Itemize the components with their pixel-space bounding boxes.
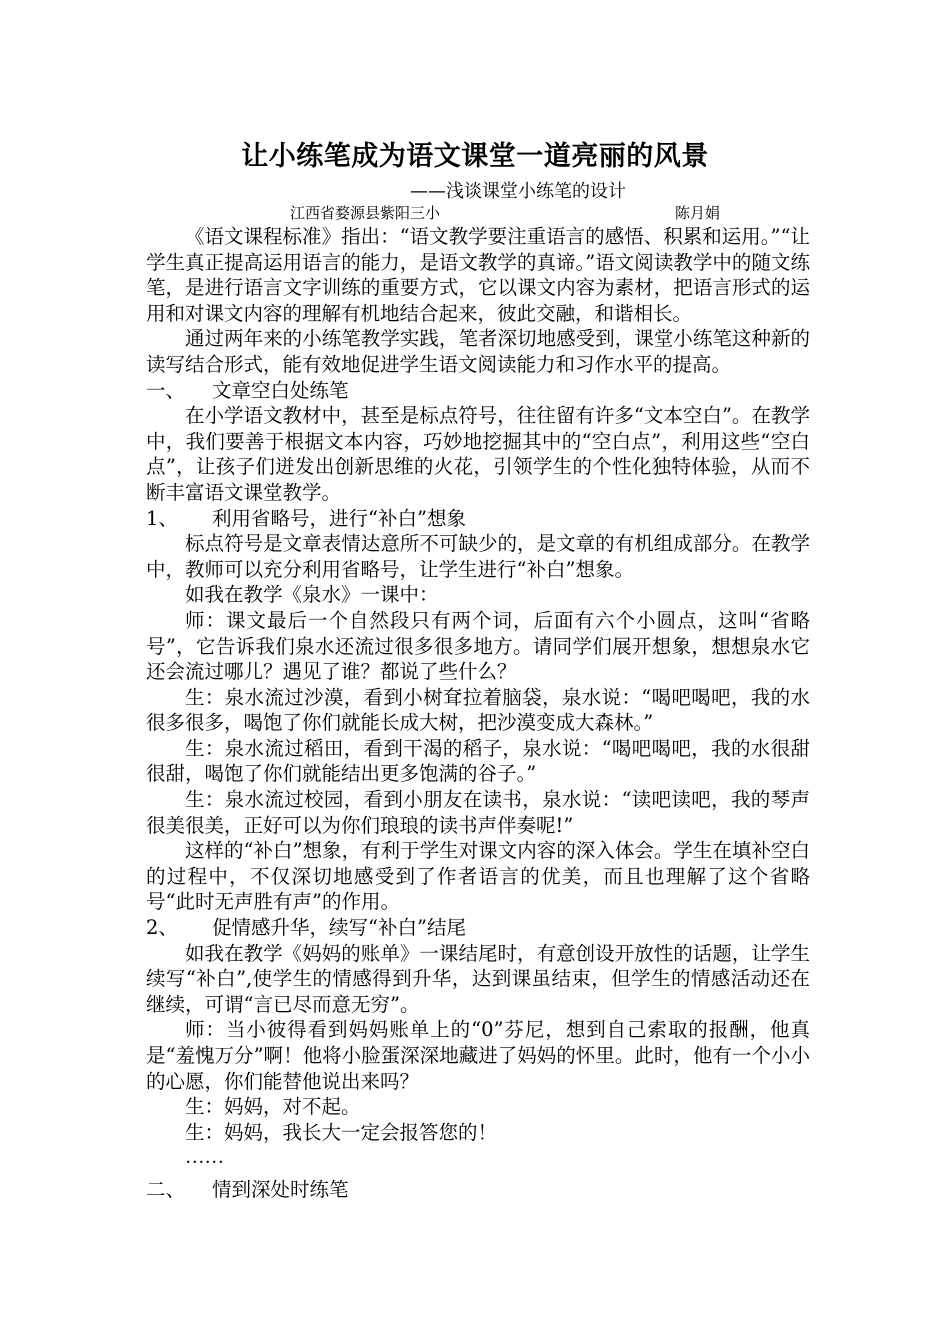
author-line [290,202,720,223]
ellipsis: …… [185,1147,224,1169]
page-subtitle: ——浅谈课堂小练笔的设计 [410,181,626,202]
paragraph: 《语文课程标准》指出：“语文教学要注重语言的感悟、积累和运用。”“让学生真正提高运用语言的能力，是语文教学的真谛。”语文阅读教学中的随文练笔，是进行语言文字训练的重要方式，它以课文内容为素材，把语言形式的运用和对课文内容的理解有机地结合起来，彼此交融，和谐相长。 [146,225,810,325]
section-number: 一、 [146,378,186,402]
subsection-heading [146,506,810,532]
paragraph: 生：妈妈，我长大一定会报答您的！ [185,1120,498,1144]
paragraph: 师：课文最后一个自然段只有两个词，后面有六个小圆点，这叫“省略号”，它告诉我们泉水还流过很多很多地方。请同学们展开想象，想想泉水它还会流过哪儿？遇见了谁？都说了些什么？ [146,608,810,684]
subsection-number: 1、 [146,506,178,530]
paragraph: 在小学语文教材中，甚至是标点符号，往往留有许多“文本空白”。在教学中，我们要善于根据文本内容，巧妙地挖掘其中的“空白点”，利用这些“空白点”，让孩子们迸发出创新思维的火花，引领学生的个性化独特体验，从而不断丰富语文课堂教学。 [146,404,810,504]
section-title: 情到深处时练笔 [212,1177,349,1201]
section-heading [146,1177,810,1203]
paragraph: 生：泉水流过沙漠，看到小树耷拉着脑袋，泉水说：“喝吧喝吧，我的水很多很多，喝饱了你们就能长成大树，把沙漠变成大森林。” [146,685,810,735]
paragraph: 通过两年来的小练笔教学实践，笔者深切地感受到，课堂小练笔这种新的读写结合形式，能有效地促进学生语文阅读能力和习作水平的提高。 [146,327,810,376]
section-title: 文章空白处练笔 [212,378,349,402]
paragraph: 生：妈妈，对不起。 [185,1095,361,1119]
paragraph: 生：泉水流过稻田，看到干渴的稻子，泉水说：“喝吧喝吧，我的水很甜很甜，喝饱了你们就能结出更多饱满的谷子。” [146,736,810,786]
subsection-heading [146,915,810,941]
paragraph: 师：当小彼得看到妈妈账单上的“0”芬尼，想到自己索取的报酬，他真是“羞愧万分”啊！他将小脸蛋深深地藏进了妈妈的怀里。此时，他有一个小小的心愿，你们能替他说出来吗？ [146,1018,810,1093]
subsection-number: 2、 [146,916,178,940]
section-number: 二、 [146,1177,186,1201]
subsection-title: 促情感升华，续写“补白”结尾 [212,916,466,940]
paragraph: 生：泉水流过校园，看到小朋友在读书，泉水说：“读吧读吧，我的琴声很美很美，正好可以为你们琅琅的读书声伴奏呢!” [146,788,810,837]
paragraph: 如我在教学《妈妈的账单》一课结尾时，有意创设开放性的话题，让学生续写“补白”,使学生的情感得到升华，达到课虽结束，但学生的情感活动还在继续，可谓“言已尽而意无穷”。 [146,941,810,1016]
section-heading [146,378,810,404]
paragraph: 这样的“补白”想象，有利于学生对课文内容的深入体会。学生在填补空白的过程中，不仅深切地感受到了作者语言的优美，而且也理解了这个省略号“此时无声胜有声”的作用。 [146,839,810,914]
page-title: 让小练笔成为语文课堂一道亮丽的风景 [241,141,709,172]
document-body [146,224,810,1203]
paragraph: 如我在教学《泉水》一课中： [185,583,439,607]
school-name: 江西省婺源县紫阳三小 [290,204,441,222]
subsection-title: 利用省略号，进行“补白”想象 [212,506,466,530]
paragraph: 标点符号是文章表情达意所不可缺少的，是文章的有机组成部分。在教学中，教师可以充分利用省略号，让学生进行“补白”想象。 [146,532,810,581]
author-name: 陈月娟 [674,204,720,222]
